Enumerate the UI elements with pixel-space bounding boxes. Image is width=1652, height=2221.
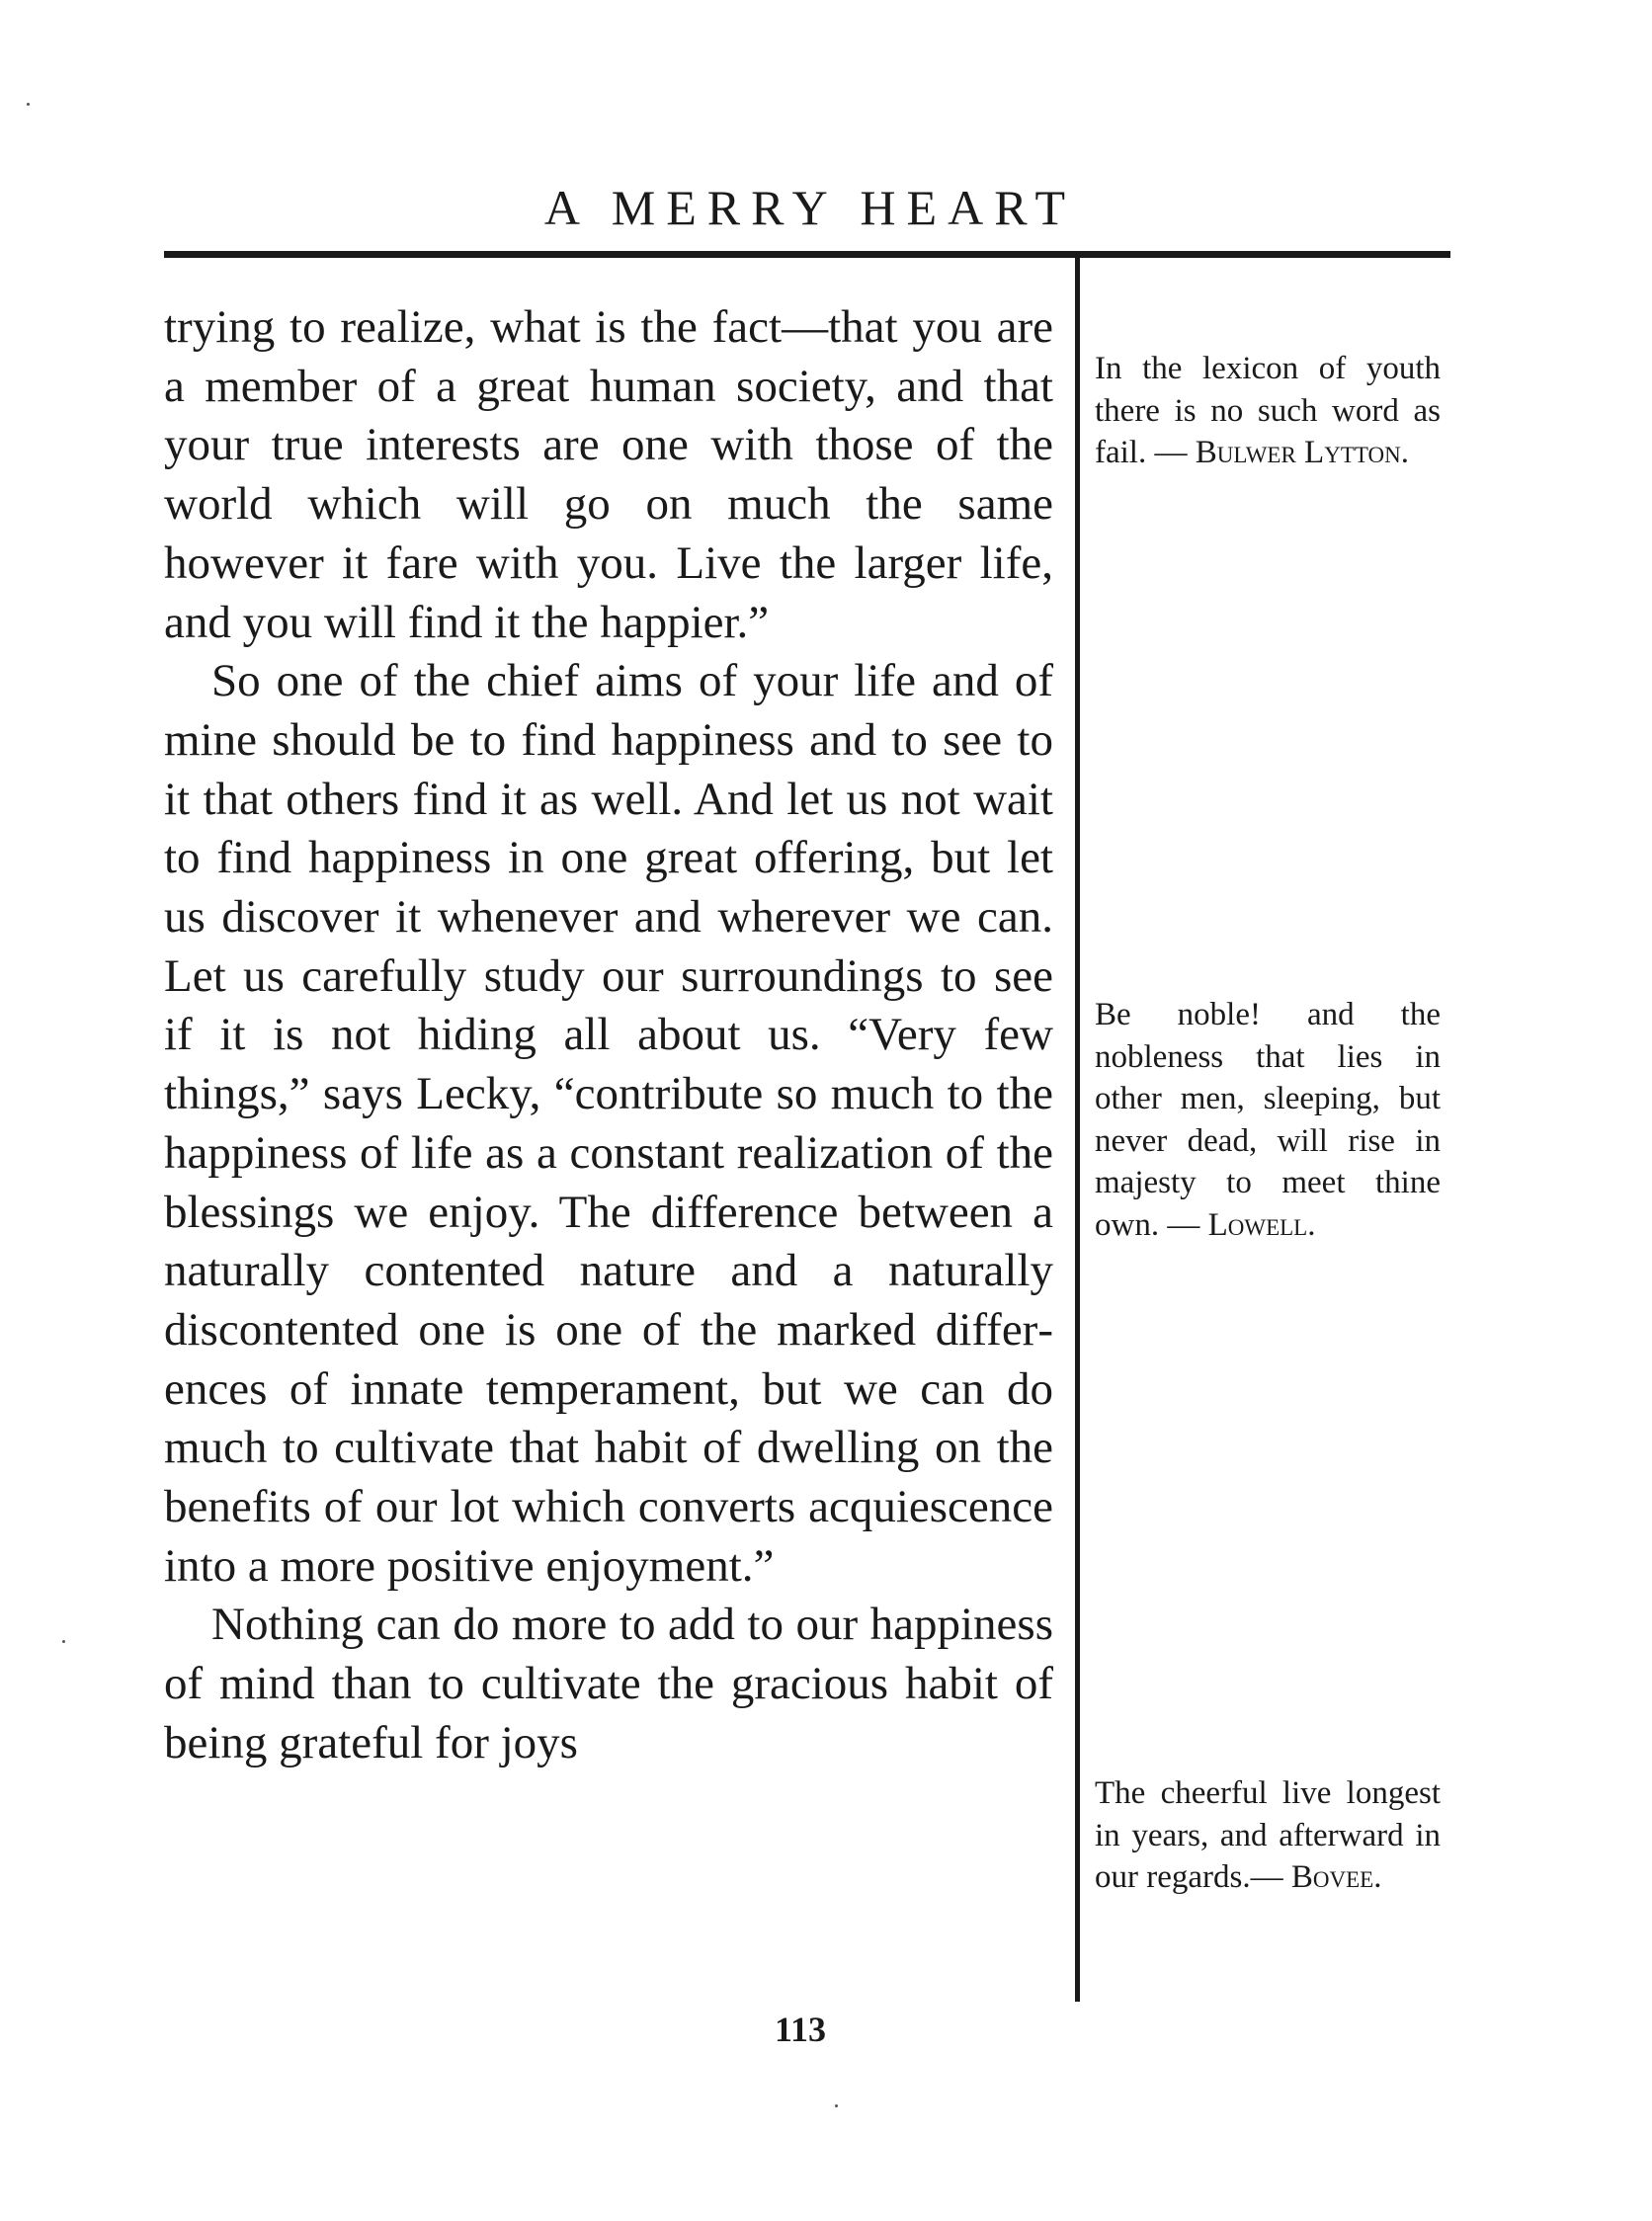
margin-quote-text: The cheerful live longest in years, and afterward in our regards.— bbox=[1095, 1775, 1441, 1895]
paragraph-1: trying to realize, what is the fact—that you are a member of a great human society, and that your true interests are one with those of the world which will go on much the same however it fare with you. Live the larger life, and you will find it the happier.” bbox=[164, 301, 1053, 648]
main-text-column bbox=[164, 298, 1053, 1773]
paper-speck bbox=[27, 103, 30, 106]
margin-quote-attribution: Bulwer Lytton. bbox=[1195, 435, 1409, 470]
running-head: A MERRY HEART bbox=[543, 180, 1077, 235]
paper-speck bbox=[835, 2104, 838, 2107]
margin-quote-bovee bbox=[1095, 1772, 1441, 1899]
page-number: 113 bbox=[774, 2010, 826, 2049]
header-rule bbox=[164, 251, 1450, 258]
margin-quote-attribution: Lowell. bbox=[1207, 1206, 1316, 1243]
column-divider bbox=[1075, 251, 1080, 2002]
paragraph-2: So one of the chief aims of your life and of mine should be to find happiness and to see to it that others find it as well. And let us not wait to find happiness in one great offering, but let us discover it whenever and wherever we can. Let us carefully study our surroundings to see if it is not hiding all about us. “Very few things,” says Lecky, “contribute so much to the happiness of life as a constant realization of the blessings we enjoy. The difference between a naturally contented nature and a naturally discontented one is one of the marked differences of innate temperament, but we can do much to cultivate that habit of dwelling on the benefits of our lot which converts acquiescence into a more positive enjoyment.” bbox=[164, 655, 1053, 1592]
margin-quote-text: Be noble! and the nobleness that lies in other men, sleeping, but never dead, will rise in majesty to meet thine own. — bbox=[1095, 997, 1441, 1243]
paper-speck bbox=[62, 1640, 65, 1643]
margin-quote-lowell bbox=[1095, 994, 1441, 1246]
margin-quote-attribution: Bovee. bbox=[1290, 1859, 1382, 1895]
paragraph-3: Nothing can do more to add to our happiness of mind than to cultivate the gracious habit of being grateful for joys bbox=[164, 1599, 1053, 1769]
margin-quote-lytton bbox=[1095, 348, 1441, 474]
margin-quote-text: In the lexicon of youth there is no such word as fail. — bbox=[1095, 351, 1441, 470]
